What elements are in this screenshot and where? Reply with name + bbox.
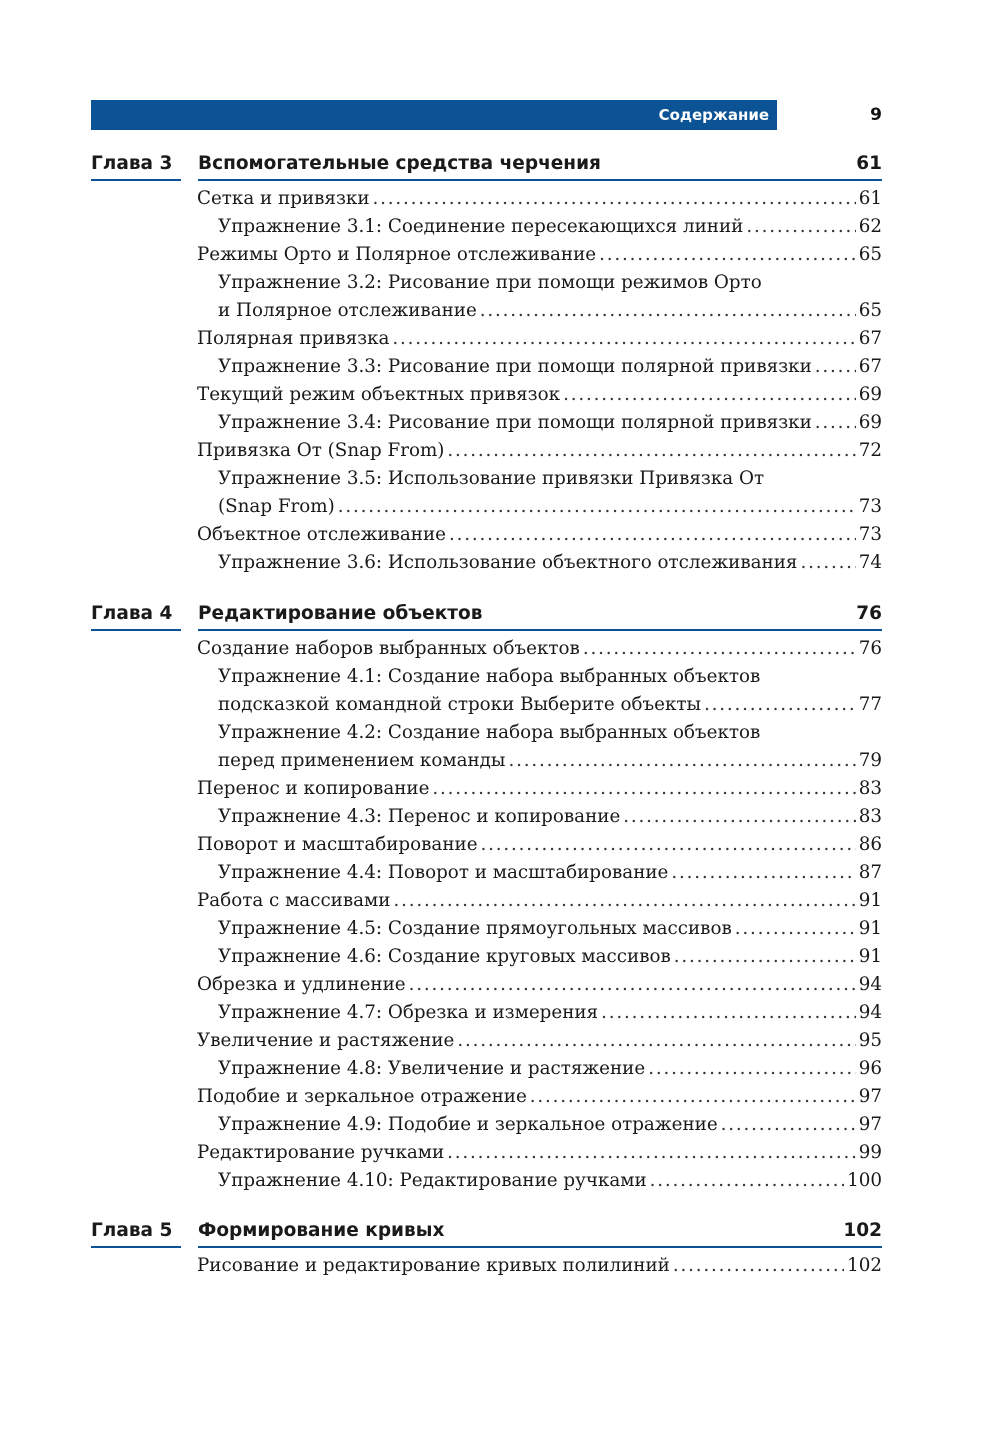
entry-page: 97 [858, 1086, 882, 1107]
entry-page: 91 [858, 890, 882, 911]
toc-entry[interactable] [197, 437, 882, 465]
entry-page: 76 [858, 638, 882, 659]
entry-page: 100 [847, 1170, 882, 1191]
leader-dots [735, 915, 856, 943]
leader-dots [447, 437, 855, 465]
toc-subentry-cont[interactable] [218, 493, 882, 521]
entry-text: Упражнение 3.5: Использование привязки Привязка От [218, 468, 765, 489]
entry-page: 72 [858, 440, 882, 461]
leader-dots [704, 691, 856, 719]
entry-text: Объектное отслеживание [197, 524, 446, 545]
entry-text: Поворот и масштабирование [197, 834, 478, 855]
toc-entry[interactable] [197, 1027, 882, 1055]
entry-page: 67 [858, 328, 882, 349]
toc-entry[interactable] [197, 971, 882, 999]
entry-text: Упражнение 4.7: Обрезка и измерения [218, 1002, 599, 1023]
chapter-page: 76 [856, 603, 882, 624]
toc-subentry-cont[interactable] [218, 747, 882, 775]
entry-text: Работа с массивами [197, 890, 391, 911]
entry-text: перед применением команды [218, 750, 506, 771]
entry-text: Упражнение 4.5: Создание прямоугольных массивов [218, 918, 732, 939]
chapter-rule [198, 179, 882, 181]
leader-dots [392, 325, 855, 353]
toc-entry[interactable] [197, 381, 882, 409]
leader-dots [800, 549, 855, 577]
entry-text: подсказкой командной строки Выберите объекты [218, 694, 702, 715]
toc-entry[interactable] [197, 185, 882, 213]
entry-page: 95 [858, 1030, 882, 1051]
entry-page: 94 [858, 1002, 882, 1023]
entry-text: Упражнение 4.8: Увеличение и растяжение [218, 1058, 646, 1079]
chapter-heading [91, 149, 882, 179]
toc-subentry[interactable] [218, 269, 882, 297]
entry-page: 91 [858, 946, 882, 967]
toc-subentry[interactable] [218, 409, 882, 437]
entry-text: Подобие и зеркальное отражение [197, 1086, 527, 1107]
chapter-label: Глава 4 [91, 603, 173, 624]
entry-page: 79 [858, 750, 882, 771]
toc-subentry[interactable] [218, 549, 882, 577]
entry-text: Упражнение 3.2: Рисование при помощи режимов Орто [218, 272, 762, 293]
chapter-title: Редактирование объектов [198, 603, 483, 624]
header-bar [91, 100, 777, 130]
toc-subentry[interactable] [218, 1055, 882, 1083]
leader-dots [530, 1083, 856, 1111]
entry-text: (Snap From) [218, 496, 335, 517]
entry-text: Увеличение и растяжение [197, 1030, 455, 1051]
leader-dots [338, 493, 856, 521]
entry-text: Рисование и редактирование кривых полилиний [197, 1255, 670, 1276]
leader-dots [623, 803, 855, 831]
toc-subentry[interactable] [218, 353, 882, 381]
entry-page: 94 [858, 974, 882, 995]
entry-page: 69 [858, 412, 882, 433]
entry-text: Упражнение 3.6: Использование объектного отслеживания [218, 552, 798, 573]
leader-dots [650, 1167, 844, 1195]
toc-entry[interactable] [197, 1139, 882, 1167]
leader-dots [447, 1139, 856, 1167]
entry-page: 69 [858, 384, 882, 405]
entry-text: Упражнение 3.3: Рисование при помощи полярной привязки [218, 356, 812, 377]
toc-subentry[interactable] [218, 465, 882, 493]
leader-dots [373, 185, 856, 213]
leader-dots [449, 521, 856, 549]
entry-page: 74 [858, 552, 882, 573]
toc-subentry[interactable] [218, 719, 882, 747]
leader-dots [599, 241, 856, 269]
toc-subentry[interactable] [218, 663, 882, 691]
chapter-heading [91, 599, 882, 629]
leader-dots [673, 1252, 844, 1280]
entry-text: Упражнение 3.4: Рисование при помощи полярной привязки [218, 412, 812, 433]
entry-page: 83 [858, 806, 882, 827]
entry-page: 65 [858, 300, 882, 321]
entry-text: Редактирование ручками [197, 1142, 445, 1163]
leader-dots [481, 831, 856, 859]
toc-entry[interactable] [197, 521, 882, 549]
leader-dots [815, 353, 856, 381]
entry-text: и Полярное отслеживание [218, 300, 477, 321]
chapter-heading [91, 1216, 882, 1246]
page-number: 9 [870, 105, 882, 125]
leader-dots [648, 1055, 856, 1083]
entry-page: 99 [858, 1142, 882, 1163]
toc-subentry-cont[interactable] [218, 691, 882, 719]
toc-subentry[interactable] [218, 915, 882, 943]
entry-text: Привязка От (Snap From) [197, 440, 445, 461]
chapter-rule [91, 629, 181, 631]
entry-page: 62 [858, 216, 882, 237]
entry-page: 96 [858, 1058, 882, 1079]
entry-page: 97 [858, 1114, 882, 1135]
toc-entry[interactable] [197, 831, 882, 859]
entry-text: Упражнение 4.9: Подобие и зеркальное отражение [218, 1114, 718, 1135]
leader-dots [583, 635, 856, 663]
entry-page: 73 [858, 496, 882, 517]
entry-text: Упражнение 4.2: Создание набора выбранных объектов [218, 722, 761, 743]
entry-page: 73 [858, 524, 882, 545]
toc-entry[interactable] [197, 1252, 882, 1280]
section-title: Содержание [658, 106, 769, 124]
entry-page: 91 [858, 918, 882, 939]
entry-text: Перенос и копирование [197, 778, 430, 799]
entry-text: Упражнение 4.6: Создание круговых массивов [218, 946, 671, 967]
leader-dots [409, 971, 856, 999]
toc-subentry[interactable] [218, 803, 882, 831]
chapter-title: Вспомогательные средства черчения [198, 153, 601, 174]
entry-page: 67 [858, 356, 882, 377]
leader-dots [815, 409, 856, 437]
entry-text: Упражнение 4.4: Поворот и масштабирование [218, 862, 669, 883]
toc-subentry[interactable] [218, 943, 882, 971]
leader-dots [721, 1111, 856, 1139]
toc-subentry[interactable] [218, 1111, 882, 1139]
toc-subentry[interactable] [218, 999, 882, 1027]
entry-page: 77 [858, 694, 882, 715]
leader-dots [671, 859, 855, 887]
entry-text: Режимы Орто и Полярное отслеживание [197, 244, 597, 265]
chapter-title: Формирование кривых [198, 1220, 445, 1241]
toc-entry[interactable] [197, 325, 882, 353]
entry-page: 87 [858, 862, 882, 883]
leader-dots [393, 887, 855, 915]
leader-dots [457, 1027, 855, 1055]
leader-dots [746, 213, 855, 241]
entry-text: Обрезка и удлинение [197, 974, 406, 995]
toc-subentry-cont[interactable] [218, 297, 882, 325]
toc-entry[interactable] [197, 241, 882, 269]
toc-subentry[interactable] [218, 1167, 882, 1195]
entry-page: 83 [858, 778, 882, 799]
entry-page: 102 [847, 1255, 882, 1276]
leader-dots [508, 747, 855, 775]
entry-page: 65 [858, 244, 882, 265]
chapter-page: 61 [856, 153, 882, 174]
leader-dots [601, 999, 856, 1027]
chapter-label: Глава 5 [91, 1220, 173, 1241]
entry-text: Текущий режим объектных привязок [197, 384, 561, 405]
entry-text: Упражнение 4.10: Редактирование ручками [218, 1170, 647, 1191]
entry-text: Упражнение 3.1: Соединение пересекающихся линий [218, 216, 744, 237]
entry-page: 86 [858, 834, 882, 855]
entry-text: Полярная привязка [197, 328, 390, 349]
chapter-rule [198, 1246, 882, 1248]
toc-entry[interactable] [197, 775, 882, 803]
entry-page: 61 [858, 188, 882, 209]
entry-text: Создание наборов выбранных объектов [197, 638, 580, 659]
toc-subentry[interactable] [218, 859, 882, 887]
leader-dots [432, 775, 855, 803]
chapter-rule [91, 179, 181, 181]
toc-subentry[interactable] [218, 213, 882, 241]
chapter-rule [91, 1246, 181, 1248]
entry-text: Сетка и привязки [197, 188, 370, 209]
leader-dots [674, 943, 856, 971]
leader-dots [480, 297, 856, 325]
entry-text: Упражнение 4.3: Перенос и копирование [218, 806, 621, 827]
toc-entry[interactable] [197, 635, 882, 663]
toc-entry[interactable] [197, 1083, 882, 1111]
chapter-rule [198, 629, 882, 631]
entry-text: Упражнение 4.1: Создание набора выбранных объектов [218, 666, 761, 687]
leader-dots [563, 381, 856, 409]
chapter-page: 102 [843, 1220, 882, 1241]
chapter-label: Глава 3 [91, 153, 173, 174]
toc-entry[interactable] [197, 887, 882, 915]
